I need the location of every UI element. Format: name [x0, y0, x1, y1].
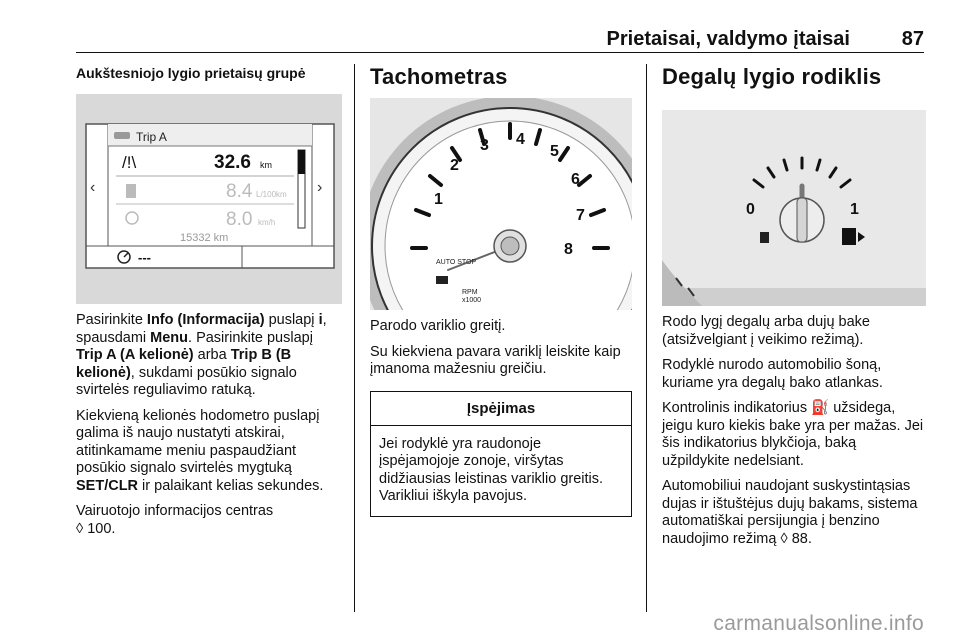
average-speed-unit: km/h: [258, 218, 276, 227]
para-reference: Vairuotojo informacijos centras ◊ 100.: [76, 503, 274, 537]
watermark: carmanualsonline.info: [713, 612, 924, 635]
column-fuel-gauge: [662, 64, 926, 548]
para-tacho-2: Su kiekviena pavara variklį leiskite kaip įmanoma mažesniu greičiu.: [370, 343, 621, 377]
page-reference-icon: ◊: [780, 530, 788, 547]
warning-title: Įspėjimas: [371, 392, 631, 426]
car-icon: [114, 132, 130, 139]
trip-display-figure: [76, 94, 342, 304]
para-select-trip: Pasirinkite Info (Informacija) puslapį i, spausdami Menu. Pasirinkite puslapį Trip A (A kelionė) arba Trip B (B kelionė), sukdami posūkio signalo svirtelės reguliavimo ratuką.: [76, 312, 327, 398]
page-number: 87: [901, 28, 924, 50]
trip-distance-icon: [122, 153, 136, 172]
bottom-value: ---: [138, 250, 151, 265]
trip-distance-value: 32.6: [214, 152, 251, 173]
para-reset-trip: Kiekvieną kelionės hodometro puslapį galima iš naujo nustatyti atskirai, atitinkamame meniu paspaudžiant posūkio signalo svirtelės mygtuką SET/CLR ir palaikant kelias sekundes.: [76, 407, 324, 494]
header-rule: [76, 52, 924, 53]
column-divider: [354, 64, 355, 612]
fuel-empty-label: 0: [746, 201, 755, 218]
column-divider: [646, 64, 647, 612]
rpm-label: RPM: [462, 289, 478, 296]
para-tacho-1: Parodo variklio greitį.: [370, 318, 506, 334]
para-fuel-3: Kontrolinis indikatorius ⛽ užsidega, jeigu kuro kiekis bake yra per mažas. Jei šis indikatorius blykčioja, baką užpildykite nedelsiant.: [662, 400, 924, 469]
rpm-scale-label: x1000: [462, 297, 482, 304]
fuel-gauge-illustration: [662, 110, 926, 306]
chapter-title: Prietaisai, valdymo įtaisai: [606, 28, 850, 50]
chevron-left-icon: ‹: [90, 179, 96, 196]
odometer-value: 15332 km: [180, 232, 229, 244]
page-reference-link[interactable]: 88.: [791, 530, 812, 547]
column-instrument-cluster: [76, 64, 342, 538]
warning-text: Jei rodyklė yra raudonoje įspėjamojoje zonoje, viršytas didžiausias leistinas variklio greitis. Varikliui iškyla pavojus.: [379, 435, 604, 504]
para-fuel-1: Rodo lygį degalų arba dujų bake (atsižvelgiant į veikimo režimą).: [662, 314, 870, 348]
trip-display-illustration: [76, 94, 342, 304]
para-fuel-4: Automobiliui naudojant suskystintąsias dujas ir ištuštėjus dujų bakams, sistema automatiškai persijungia į benzino naudojimo režimą ◊ 88.: [662, 478, 918, 547]
tacho-number-6: 6: [571, 171, 580, 188]
svg-text:/!\: /!\: [122, 153, 137, 172]
tachometer-illustration: [370, 98, 632, 310]
page-header: [0, 0, 960, 56]
tacho-number-4: 4: [516, 131, 525, 148]
fuel-full-label: 1: [850, 201, 859, 218]
info-icon: i: [318, 312, 323, 328]
menu-title: Trip A: [136, 130, 167, 144]
fuel-consumption-unit: L/100km: [256, 190, 287, 199]
page-reference-link[interactable]: 100.: [87, 520, 116, 537]
auto-stop-label: AUTO STOP: [436, 259, 477, 266]
fuel-consumption-icon: [126, 184, 136, 198]
tacho-number-8: 8: [564, 241, 573, 258]
subheading-cluster: Aukštesniojo lygio prietaisų grupė: [76, 65, 306, 81]
average-speed-value: 8.0: [226, 209, 253, 230]
page-reference-icon: ◊: [76, 520, 84, 537]
column-tachometer: [370, 64, 632, 517]
section-heading-fuel: Degalų lygio rodiklis: [662, 64, 882, 89]
tachometer-figure: [370, 98, 632, 310]
warning-box: [370, 391, 632, 517]
chevron-right-icon: ›: [317, 179, 323, 196]
tacho-number-3: 3: [480, 137, 489, 154]
trip-distance-unit: km: [260, 160, 272, 170]
engine-icon: [436, 276, 448, 284]
fuel-warning-icon: ⛽: [811, 400, 830, 416]
fuel-pump-small-icon: [760, 232, 769, 243]
tacho-number-7: 7: [576, 207, 585, 224]
fuel-gauge-figure: [662, 110, 926, 306]
fuel-consumption-value: 8.4: [226, 181, 253, 202]
section-heading-tachometer: Tachometras: [370, 64, 508, 89]
tacho-number-5: 5: [550, 143, 559, 160]
tacho-number-2: 2: [450, 157, 459, 174]
para-fuel-2: Rodyklė nurodo automobilio šoną, kuriame yra degalų bako atlankas.: [662, 357, 883, 391]
tacho-number-1: 1: [434, 191, 443, 208]
